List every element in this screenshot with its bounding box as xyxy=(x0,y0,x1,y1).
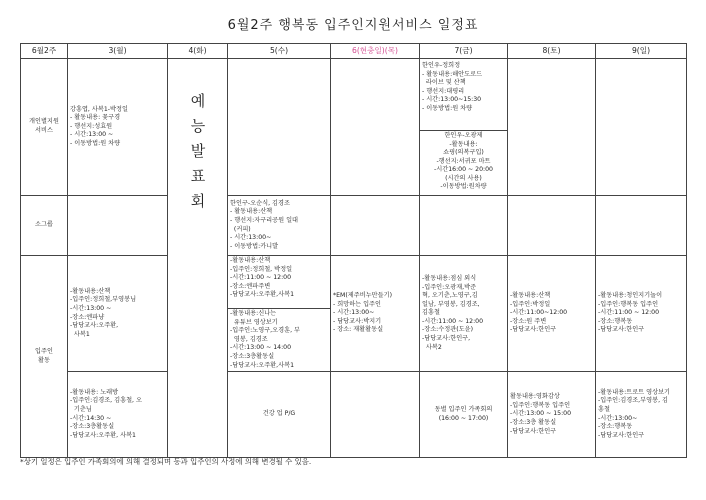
row-resident-2 xyxy=(21,372,687,458)
schedule-line: -장소:엔파냥 xyxy=(70,313,105,321)
schedule-line: -시간:13:00~ xyxy=(598,414,638,422)
schedule-line: -활동내용:신나는 xyxy=(230,310,277,317)
cell-wed-res-3 xyxy=(228,372,331,458)
cell-sat-group xyxy=(508,196,596,256)
cell-mon-res-2 xyxy=(68,372,168,458)
fri-personal-2 xyxy=(420,131,507,193)
schedule-line: - 시간:13:00~15:30 xyxy=(422,96,482,104)
schedule-table xyxy=(20,43,687,458)
header-thu-holiday: 6(현충일)(목) xyxy=(331,44,420,59)
schedule-line: -활동내용:점심 외식 xyxy=(422,274,477,282)
schedule-line: - 희망하는 입주인 xyxy=(333,300,382,308)
schedule-line: 건강 업 P/G xyxy=(262,410,296,418)
schedule-line: -시간:11:00 ~ 12:00 xyxy=(598,309,660,317)
schedule-line: -장소:3층활동실 xyxy=(230,352,275,360)
schedule-line: 혁, 오기춘,노영구,김 xyxy=(422,292,478,300)
header-mon: 3(월) xyxy=(68,44,168,59)
schedule-line: - 장소: 재활활동실 xyxy=(333,326,384,334)
cell-thu-res xyxy=(331,256,420,372)
schedule-line: 흥철 xyxy=(598,406,610,414)
schedule-line: - 시간:13:00 ~ xyxy=(70,131,114,139)
schedule-line: -활동내용:청인지기놀이 xyxy=(598,292,663,300)
schedule-line: -담당교사:한인구 xyxy=(598,431,645,439)
cell-sun-res-1 xyxy=(596,256,687,372)
schedule-line: -담당교사:오주환,사복1 xyxy=(230,291,295,299)
schedule-line: -입주인:박정일 xyxy=(510,300,551,308)
schedule-line: 한인구-오순식, 김경조 xyxy=(230,199,290,207)
cell-sun-res-2 xyxy=(596,372,687,458)
header-wed: 5(수) xyxy=(228,44,331,59)
schedule-line: - 이동방법:원 차량 xyxy=(70,139,121,147)
schedule-line: -장소:행복동 xyxy=(598,317,633,325)
header-week: 6월2주 xyxy=(21,44,68,59)
schedule-line: *EM(제주비누만들기) xyxy=(333,292,393,300)
schedule-line: -시간:11:00 ~ 12:00 xyxy=(422,317,484,325)
row-small-group xyxy=(21,196,687,256)
cell-fri-personal xyxy=(420,59,508,196)
row-head-small-group: 소그룹 xyxy=(21,196,68,256)
schedule-line: -활동내용:트로트 영상보기 xyxy=(598,388,671,396)
schedule-line: -입주인:오광재,박준 xyxy=(422,283,477,291)
row-personal xyxy=(21,59,687,196)
schedule-line: - 시간:13:00~ xyxy=(230,234,272,242)
schedule-line: 한인우-정희정 xyxy=(422,61,461,69)
cell-fri-res-1 xyxy=(420,256,508,372)
schedule-line: -입주인:행복동 입주인 xyxy=(510,401,571,409)
cell-sat-res-2 xyxy=(508,372,596,458)
schedule-line: - 행선지:대평리 xyxy=(422,87,465,95)
schedule-line: 쇼핑(의복구입) xyxy=(443,149,484,157)
schedule-line: -시간:13:00 ~ 15:00 xyxy=(510,410,572,418)
schedule-line: 한인우-오광제 xyxy=(444,131,483,139)
schedule-line: -행선지:서귀포 마트 xyxy=(436,157,491,165)
cell-sun-group xyxy=(596,196,687,256)
schedule-line: -시간:11:00 ~ 12:00 xyxy=(230,274,292,282)
cell-sun-personal xyxy=(596,59,687,196)
cell-sat-personal xyxy=(508,59,596,196)
schedule-line: -담당교사:오주환, xyxy=(70,322,119,330)
cell-wed-personal xyxy=(228,59,331,196)
header-sat: 8(토) xyxy=(508,44,596,59)
schedule-line: - 행선지:자구리공원 일대 xyxy=(230,216,299,224)
schedule-line: -활동내용: xyxy=(449,140,478,148)
cell-mon-group xyxy=(68,196,168,256)
schedule-line: 일남, 부영봉, 김경조, xyxy=(422,300,480,308)
schedule-line: -담당교사:오주환,사복1 xyxy=(230,361,295,369)
schedule-line: 강흥엽, 사복1-박정일 xyxy=(70,105,128,113)
cell-tue-res xyxy=(168,256,228,458)
schedule-line: -입주인:김경조,부영봉, 김 xyxy=(598,397,668,405)
schedule-line: (커피) xyxy=(230,225,251,233)
schedule-line: - 활동내용: 꽃구경 xyxy=(70,114,121,122)
schedule-line: - 활동내용:해안도로드 xyxy=(422,70,483,78)
cell-fri-group xyxy=(420,196,508,256)
schedule-line: -활동내용: 노래방 xyxy=(70,388,119,396)
header-sun: 9(일) xyxy=(596,44,687,59)
schedule-line: -장소:수정관(도윤) xyxy=(422,326,473,334)
schedule-line: (시간의 사용) xyxy=(445,174,482,182)
cell-thu-group xyxy=(331,196,420,256)
schedule-line: -담당교사:한인구 xyxy=(510,326,557,334)
cell-thu-res-2 xyxy=(331,372,420,458)
cell-fri-res-2 xyxy=(420,372,508,458)
schedule-line: -장소:원 주변 xyxy=(510,317,547,325)
schedule-line: -입주인:노영구,오경훈, 부 xyxy=(230,327,300,335)
schedule-line: 김흥철 xyxy=(422,309,440,317)
schedule-line: -장소:행복동 xyxy=(598,423,633,431)
schedule-line: -입주인:김경조, 김흥철, 오 xyxy=(70,397,142,405)
cell-wed-res-1 xyxy=(228,256,331,372)
cell-tue-stage xyxy=(168,59,228,256)
schedule-line: - 시간:13:00~ xyxy=(333,309,375,317)
schedule-line: - 담당교사:박지기 xyxy=(333,317,382,325)
wed-res-2 xyxy=(228,309,330,371)
schedule-line: 사복1 xyxy=(70,330,90,338)
cell-wed-group xyxy=(228,196,331,256)
cell-mon-res-1 xyxy=(68,256,168,372)
stage-performance: 예능발표회 xyxy=(188,92,207,218)
cell-sat-res-1 xyxy=(508,256,596,372)
schedule-line: - 행선지:성효원 xyxy=(70,122,113,130)
footnote: *상기 일정은 입주인 가족회의에 의해 결정되며 동과 입주인의 사정에 의해 변경될 수 있음. xyxy=(20,457,312,466)
header-tue: 4(화) xyxy=(168,44,228,59)
wed-res-1 xyxy=(228,256,330,309)
schedule-line: -입주인:정희철,부영봉님 xyxy=(70,296,137,304)
page-title: 6월2주 행복동 입주인지원서비스 일정표 xyxy=(227,18,479,33)
schedule-line: -활동내용:산책 xyxy=(70,287,111,295)
schedule-line: -장소:3층활동실 xyxy=(70,423,115,431)
row-resident-1 xyxy=(21,256,687,372)
schedule-line: 영봉, 김경조 xyxy=(230,335,268,343)
schedule-line: - 활동내용:산책 xyxy=(230,208,273,216)
schedule-line: 유튜브 영상보기 xyxy=(230,318,278,326)
schedule-line: 동별 입주인 가족회의 xyxy=(434,406,493,414)
header-row xyxy=(21,44,687,59)
schedule-line: -시간16:00 ~ 20:00 xyxy=(434,166,493,174)
schedule-line: -담당교사:오주환, 사복1 xyxy=(70,431,136,439)
schedule-line: 기춘님 xyxy=(70,406,92,414)
fri-personal-1 xyxy=(420,61,507,131)
cell-mon-personal xyxy=(68,59,168,196)
schedule-line: -입주인:정희철, 박정일 xyxy=(230,265,293,273)
schedule-line: -담당교사:한인구 xyxy=(598,326,645,334)
row-head-personal: 개인별지원서비스 xyxy=(21,59,68,196)
schedule-line: 사복2 xyxy=(422,343,442,351)
schedule-line: -입주인:행복동 입주인 xyxy=(598,300,659,308)
schedule-line: - 이동방법:원 차량 xyxy=(422,104,473,112)
row-head-resident: 입주인 활동 xyxy=(21,256,68,458)
schedule-line: -장소:3층 활동실 xyxy=(510,418,557,426)
schedule-line: -활동내용:산책 xyxy=(510,292,551,300)
header-fri: 7(금) xyxy=(420,44,508,59)
schedule-line: - 이동방법:카니발 xyxy=(230,242,279,250)
schedule-line: -담당교사:한인구, xyxy=(422,335,471,343)
schedule-line: -시간:13:00 ~ xyxy=(70,304,112,312)
schedule-line: -활동내용:산책 xyxy=(230,257,271,264)
cell-thu-personal xyxy=(331,59,420,196)
schedule-line: -시간:14:30 ~ xyxy=(70,414,112,422)
schedule-line: -시간:13:00 ~ 14:00 xyxy=(230,344,292,352)
schedule-line: 활동내용:영화감상 xyxy=(510,393,560,401)
schedule-line: -시간:11:00~12:00 xyxy=(510,309,568,317)
schedule-line: -이동방법:원차량 xyxy=(440,183,487,191)
schedule-line: 라이브 및 산책 xyxy=(422,79,466,87)
schedule-line: -장소:엔파주변 xyxy=(230,282,271,290)
schedule-line: -담당교사:한인구 xyxy=(510,427,557,435)
schedule-line: (16:00 ~ 17:00) xyxy=(438,414,489,422)
